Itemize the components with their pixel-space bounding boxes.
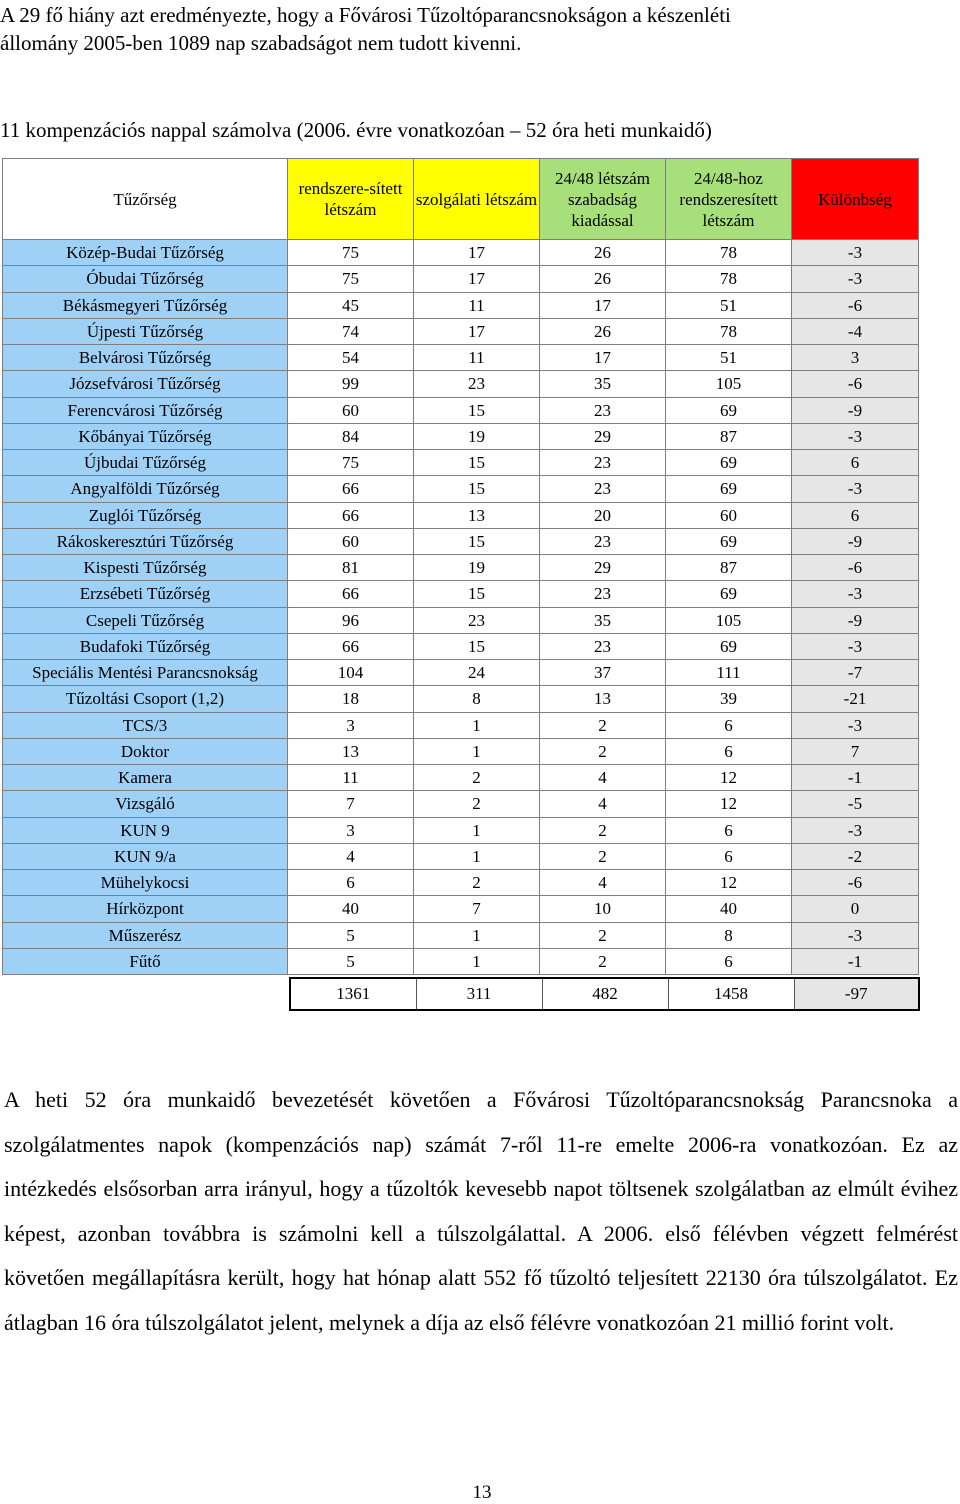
cell-unit-name: Csepeli Tűzőrség xyxy=(3,607,288,633)
cell-difference: 6 xyxy=(792,502,919,528)
cell-unit-name: Óbudai Tűzőrség xyxy=(3,266,288,292)
cell-system-headcount: 5 xyxy=(288,948,414,974)
cell-system-2448: 69 xyxy=(666,450,792,476)
cell-unit-name: Budafoki Tűzőrség xyxy=(3,633,288,659)
cell-with-leave: 35 xyxy=(540,371,666,397)
cell-system-2448: 69 xyxy=(666,633,792,659)
cell-unit-name: Újpesti Tűzőrség xyxy=(3,318,288,344)
cell-difference: -3 xyxy=(792,581,919,607)
table-row xyxy=(3,345,919,371)
cell-unit-name: Újbudai Tűzőrség xyxy=(3,450,288,476)
total-2448-with-leave: 482 xyxy=(542,978,668,1010)
cell-duty-headcount: 8 xyxy=(414,686,540,712)
cell-system-2448: 60 xyxy=(666,502,792,528)
cell-system-headcount: 96 xyxy=(288,607,414,633)
table-row xyxy=(3,633,919,659)
cell-with-leave: 23 xyxy=(540,633,666,659)
table-row xyxy=(3,843,919,869)
cell-with-leave: 23 xyxy=(540,397,666,423)
cell-system-headcount: 5 xyxy=(288,922,414,948)
cell-difference: -9 xyxy=(792,397,919,423)
table-row xyxy=(3,423,919,449)
cell-duty-headcount: 17 xyxy=(414,318,540,344)
cell-system-headcount: 7 xyxy=(288,791,414,817)
cell-system-headcount: 60 xyxy=(288,397,414,423)
table-row xyxy=(3,450,919,476)
cell-unit-name: Doktor xyxy=(3,738,288,764)
cell-with-leave: 37 xyxy=(540,660,666,686)
cell-with-leave: 17 xyxy=(540,292,666,318)
cell-duty-headcount: 15 xyxy=(414,450,540,476)
cell-system-headcount: 81 xyxy=(288,555,414,581)
cell-unit-name: Speciális Mentési Parancsnokság xyxy=(3,660,288,686)
cell-difference: -6 xyxy=(792,371,919,397)
table-row xyxy=(3,686,919,712)
table-row xyxy=(3,738,919,764)
cell-with-leave: 4 xyxy=(540,870,666,896)
cell-unit-name: Ferencvárosi Tűzőrség xyxy=(3,397,288,423)
cell-difference: -5 xyxy=(792,791,919,817)
table-row xyxy=(3,870,919,896)
cell-system-headcount: 66 xyxy=(288,476,414,502)
cell-with-leave: 23 xyxy=(540,581,666,607)
staff-table xyxy=(2,158,919,975)
cell-duty-headcount: 15 xyxy=(414,476,540,502)
cell-system-headcount: 104 xyxy=(288,660,414,686)
cell-system-headcount: 60 xyxy=(288,528,414,554)
header-system-headcount: rendszere-sített létszám xyxy=(288,159,414,240)
cell-difference: -4 xyxy=(792,318,919,344)
cell-system-2448: 6 xyxy=(666,738,792,764)
cell-unit-name: Kamera xyxy=(3,765,288,791)
cell-duty-headcount: 1 xyxy=(414,738,540,764)
cell-difference: -21 xyxy=(792,686,919,712)
cell-unit-name: Belvárosi Tűzőrség xyxy=(3,345,288,371)
table-row xyxy=(3,266,919,292)
page-number: 13 xyxy=(472,1482,492,1503)
cell-system-headcount: 66 xyxy=(288,633,414,659)
cell-with-leave: 17 xyxy=(540,345,666,371)
table-row xyxy=(3,712,919,738)
cell-unit-name: Műszerész xyxy=(3,922,288,948)
table-row xyxy=(3,555,919,581)
total-duty-headcount: 311 xyxy=(416,978,542,1010)
intro-line-2: állomány 2005-ben 1089 nap szabadságot nem tudott kivenni. xyxy=(0,31,522,55)
cell-system-2448: 8 xyxy=(666,922,792,948)
cell-with-leave: 2 xyxy=(540,948,666,974)
cell-duty-headcount: 13 xyxy=(414,502,540,528)
cell-with-leave: 35 xyxy=(540,607,666,633)
cell-with-leave: 10 xyxy=(540,896,666,922)
cell-difference: -1 xyxy=(792,765,919,791)
cell-with-leave: 26 xyxy=(540,318,666,344)
cell-system-2448: 105 xyxy=(666,607,792,633)
cell-with-leave: 26 xyxy=(540,240,666,266)
cell-difference: -3 xyxy=(792,423,919,449)
header-2448-with-leave: 24/48 létszám szabadság kiadással xyxy=(540,159,666,240)
cell-difference: -9 xyxy=(792,607,919,633)
cell-system-headcount: 45 xyxy=(288,292,414,318)
cell-system-2448: 111 xyxy=(666,660,792,686)
cell-unit-name: Kispesti Tűzőrség xyxy=(3,555,288,581)
cell-unit-name: Fűtő xyxy=(3,948,288,974)
cell-with-leave: 29 xyxy=(540,555,666,581)
cell-difference: 0 xyxy=(792,896,919,922)
header-duty-headcount: szolgálati létszám xyxy=(414,159,540,240)
cell-with-leave: 2 xyxy=(540,843,666,869)
total-system-headcount: 1361 xyxy=(290,978,416,1010)
cell-difference: -6 xyxy=(792,870,919,896)
cell-difference: -6 xyxy=(792,555,919,581)
cell-system-2448: 78 xyxy=(666,318,792,344)
cell-system-headcount: 40 xyxy=(288,896,414,922)
cell-duty-headcount: 15 xyxy=(414,397,540,423)
table-row xyxy=(3,765,919,791)
cell-difference: -3 xyxy=(792,922,919,948)
cell-with-leave: 4 xyxy=(540,791,666,817)
cell-with-leave: 2 xyxy=(540,712,666,738)
cell-system-2448: 51 xyxy=(666,345,792,371)
table-caption: 11 kompenzációs nappal számolva (2006. évre vonatkozóan – 52 óra heti munkaidő) xyxy=(0,118,712,142)
cell-system-2448: 6 xyxy=(666,712,792,738)
cell-with-leave: 2 xyxy=(540,922,666,948)
cell-with-leave: 13 xyxy=(540,686,666,712)
cell-system-2448: 39 xyxy=(666,686,792,712)
cell-system-2448: 69 xyxy=(666,528,792,554)
cell-system-2448: 87 xyxy=(666,423,792,449)
table-row xyxy=(3,240,919,266)
cell-difference: 3 xyxy=(792,345,919,371)
cell-difference: -6 xyxy=(792,292,919,318)
cell-with-leave: 26 xyxy=(540,266,666,292)
cell-system-headcount: 75 xyxy=(288,240,414,266)
cell-system-headcount: 3 xyxy=(288,817,414,843)
cell-system-2448: 78 xyxy=(666,266,792,292)
cell-system-2448: 12 xyxy=(666,791,792,817)
cell-system-2448: 69 xyxy=(666,476,792,502)
totals-table xyxy=(289,977,920,1011)
cell-duty-headcount: 1 xyxy=(414,922,540,948)
cell-difference: -3 xyxy=(792,712,919,738)
cell-duty-headcount: 11 xyxy=(414,292,540,318)
cell-duty-headcount: 15 xyxy=(414,633,540,659)
cell-difference: -3 xyxy=(792,476,919,502)
cell-difference: -9 xyxy=(792,528,919,554)
cell-duty-headcount: 11 xyxy=(414,345,540,371)
cell-difference: -3 xyxy=(792,633,919,659)
cell-system-headcount: 4 xyxy=(288,843,414,869)
table-row xyxy=(3,922,919,948)
table-row xyxy=(3,397,919,423)
cell-system-2448: 78 xyxy=(666,240,792,266)
table-row xyxy=(3,607,919,633)
cell-system-headcount: 6 xyxy=(288,870,414,896)
cell-duty-headcount: 1 xyxy=(414,948,540,974)
cell-system-2448: 6 xyxy=(666,948,792,974)
table-body xyxy=(3,240,919,975)
table-row xyxy=(3,292,919,318)
cell-duty-headcount: 2 xyxy=(414,791,540,817)
cell-with-leave: 29 xyxy=(540,423,666,449)
cell-system-headcount: 99 xyxy=(288,371,414,397)
cell-unit-name: Józsefvárosi Tűzőrség xyxy=(3,371,288,397)
cell-unit-name: Mühelykocsi xyxy=(3,870,288,896)
cell-system-headcount: 18 xyxy=(288,686,414,712)
totals-row xyxy=(290,978,919,1010)
table-row xyxy=(3,502,919,528)
cell-unit-name: Tűzoltási Csoport (1,2) xyxy=(3,686,288,712)
cell-system-headcount: 54 xyxy=(288,345,414,371)
cell-duty-headcount: 2 xyxy=(414,870,540,896)
header-unit: Tűzőrség xyxy=(3,159,288,240)
table-header-row xyxy=(3,159,919,240)
cell-duty-headcount: 23 xyxy=(414,371,540,397)
cell-duty-headcount: 19 xyxy=(414,423,540,449)
cell-difference: 7 xyxy=(792,738,919,764)
cell-system-headcount: 3 xyxy=(288,712,414,738)
cell-unit-name: Zuglói Tűzőrség xyxy=(3,502,288,528)
cell-system-2448: 6 xyxy=(666,843,792,869)
cell-duty-headcount: 2 xyxy=(414,765,540,791)
cell-with-leave: 20 xyxy=(540,502,666,528)
total-2448-system: 1458 xyxy=(668,978,794,1010)
cell-system-2448: 105 xyxy=(666,371,792,397)
cell-system-2448: 12 xyxy=(666,765,792,791)
cell-system-headcount: 74 xyxy=(288,318,414,344)
table-row xyxy=(3,791,919,817)
total-difference: -97 xyxy=(794,978,919,1010)
cell-duty-headcount: 1 xyxy=(414,712,540,738)
cell-system-headcount: 66 xyxy=(288,581,414,607)
cell-system-2448: 87 xyxy=(666,555,792,581)
table-row xyxy=(3,817,919,843)
cell-duty-headcount: 19 xyxy=(414,555,540,581)
cell-with-leave: 2 xyxy=(540,738,666,764)
cell-unit-name: Békásmegyeri Tűzőrség xyxy=(3,292,288,318)
table-row xyxy=(3,476,919,502)
cell-unit-name: Erzsébeti Tűzőrség xyxy=(3,581,288,607)
cell-system-2448: 69 xyxy=(666,397,792,423)
cell-duty-headcount: 24 xyxy=(414,660,540,686)
cell-difference: 6 xyxy=(792,450,919,476)
table-row xyxy=(3,896,919,922)
cell-unit-name: KUN 9/a xyxy=(3,843,288,869)
intro-line-1: A 29 fő hiány azt eredményezte, hogy a Fővárosi Tűzoltóparancsnokságon a készenléti xyxy=(0,3,731,27)
cell-unit-name: TCS/3 xyxy=(3,712,288,738)
cell-system-headcount: 66 xyxy=(288,502,414,528)
body-paragraph: A heti 52 óra munkaidő bevezetését követően a Fővárosi Tűzoltóparancsnokság Parancsnoka a szolgálatmentes napok (kompenzációs nap) számát 7-ről 11-re emelte 2006-ra vonatkozóan. Ez az intézkedés elsősorban arra irányul, hogy a tűzoltók kevesebb napot töltsenek szolgálatban az elmúlt évihez képest, azonban továbbra is számolni kell a túlszolgálattal. A 2006. első félévben végzett felmérést követően megállapításra került, hogy hat hónap alatt 552 fő tűzoltó teljesített 22130 óra túlszolgálatot. Ez átlagban 16 óra túlszolgálatot jelent, melynek a díja az első félévre vonatkozóan 21 millió forint volt. xyxy=(4,1087,958,1335)
cell-duty-headcount: 17 xyxy=(414,240,540,266)
cell-difference: -3 xyxy=(792,817,919,843)
cell-with-leave: 23 xyxy=(540,450,666,476)
cell-duty-headcount: 1 xyxy=(414,817,540,843)
cell-system-2448: 51 xyxy=(666,292,792,318)
cell-system-headcount: 75 xyxy=(288,450,414,476)
cell-difference: -7 xyxy=(792,660,919,686)
cell-with-leave: 23 xyxy=(540,476,666,502)
cell-difference: -3 xyxy=(792,240,919,266)
cell-system-2448: 69 xyxy=(666,581,792,607)
cell-system-2448: 40 xyxy=(666,896,792,922)
cell-unit-name: Kőbányai Tűzőrség xyxy=(3,423,288,449)
cell-duty-headcount: 15 xyxy=(414,581,540,607)
cell-system-headcount: 84 xyxy=(288,423,414,449)
table-row xyxy=(3,660,919,686)
cell-difference: -2 xyxy=(792,843,919,869)
table-row xyxy=(3,528,919,554)
cell-duty-headcount: 15 xyxy=(414,528,540,554)
cell-with-leave: 4 xyxy=(540,765,666,791)
table-row xyxy=(3,948,919,974)
cell-difference: -3 xyxy=(792,266,919,292)
header-2448-system: 24/48-hoz rendszeresített létszám xyxy=(666,159,792,240)
cell-unit-name: KUN 9 xyxy=(3,817,288,843)
cell-system-headcount: 13 xyxy=(288,738,414,764)
cell-system-2448: 12 xyxy=(666,870,792,896)
cell-duty-headcount: 1 xyxy=(414,843,540,869)
header-difference: Különbség xyxy=(792,159,919,240)
table-row xyxy=(3,371,919,397)
cell-system-2448: 6 xyxy=(666,817,792,843)
cell-unit-name: Vizsgáló xyxy=(3,791,288,817)
cell-unit-name: Angyalföldi Tűzőrség xyxy=(3,476,288,502)
cell-unit-name: Rákoskeresztúri Tűzőrség xyxy=(3,528,288,554)
cell-system-headcount: 11 xyxy=(288,765,414,791)
cell-with-leave: 2 xyxy=(540,817,666,843)
table-row xyxy=(3,581,919,607)
cell-duty-headcount: 17 xyxy=(414,266,540,292)
cell-difference: -1 xyxy=(792,948,919,974)
table-row xyxy=(3,318,919,344)
cell-unit-name: Közép-Budai Tűzőrség xyxy=(3,240,288,266)
cell-system-headcount: 75 xyxy=(288,266,414,292)
cell-unit-name: Hírközpont xyxy=(3,896,288,922)
cell-with-leave: 23 xyxy=(540,528,666,554)
cell-duty-headcount: 23 xyxy=(414,607,540,633)
cell-duty-headcount: 7 xyxy=(414,896,540,922)
